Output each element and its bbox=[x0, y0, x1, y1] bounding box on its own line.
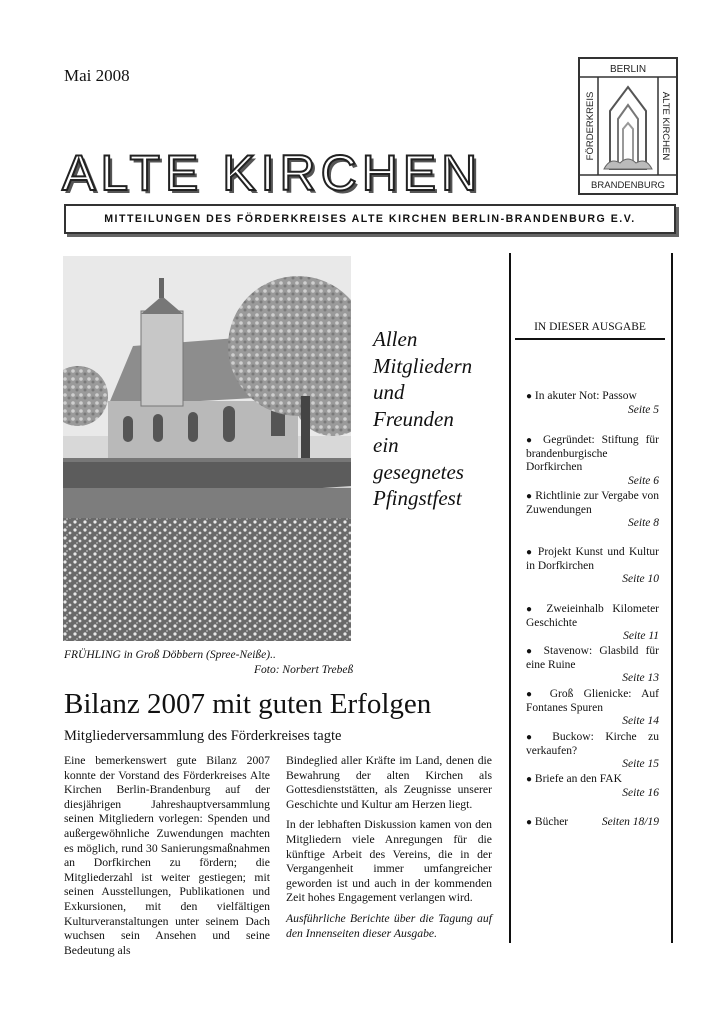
toc-item-text: Richtlinie zur Vergabe von Zuwendungen bbox=[526, 490, 660, 516]
sidebar-border-left bbox=[509, 253, 511, 943]
bullet-icon: ● bbox=[526, 774, 533, 785]
toc-item-text: Bücher bbox=[534, 816, 569, 828]
bullet-icon: ● bbox=[526, 646, 537, 657]
toc-item[interactable] bbox=[526, 490, 659, 531]
sidebar-header: IN DIESER AUSGABE bbox=[515, 318, 665, 340]
toc-item[interactable] bbox=[526, 603, 659, 644]
toc-item-page: Seite 8 bbox=[628, 517, 659, 529]
association-logo bbox=[578, 57, 678, 195]
toc-item[interactable] bbox=[526, 434, 659, 488]
masthead-subtitle: MITTEILUNGEN DES FÖRDERKREISES ALTE KIRCHEN BERLIN-BRANDENBURG E.V. bbox=[64, 204, 676, 234]
logo-text-right: ALTE KIRCHEN bbox=[660, 91, 671, 161]
church-photo bbox=[63, 256, 351, 641]
greeting-line: Mitgliedern bbox=[373, 353, 473, 378]
photo-credit: Foto: Norbert Trebeß bbox=[254, 664, 354, 676]
toc-item[interactable] bbox=[526, 773, 659, 800]
greeting-line: ein bbox=[373, 433, 399, 457]
toc-item-page: Seite 11 bbox=[623, 630, 659, 642]
bullet-icon: ● bbox=[526, 604, 538, 615]
toc-item-page: Seite 15 bbox=[622, 758, 659, 770]
toc-item-page: Seiten 18/19 bbox=[601, 816, 659, 828]
logo-text-top: BERLIN bbox=[609, 64, 647, 75]
toc-item-text: Stavenow: Glasbild für eine Ruine bbox=[526, 645, 659, 671]
photo-caption bbox=[64, 648, 353, 678]
sidebar-border-right bbox=[671, 253, 673, 943]
article-paragraph: Eine bemerkenswert gute Bilanz 2007 konnte der Vorstand des Förderkreises Alte Kirchen Berlin-Brandenburg auf der diesjährigen Jahreshauptversammlung seinen Mitgliedern vorlegen: Spenden und außergewöhnliche Zuwendungen machten es möglich, rund 30 Sanierungsmaßnahmen an Dorfkirchen zu fördern; die Mitgliederzahl ist weiter gestiegen; mit seinen Ausstellungen, Publikationen und Exkursionen, mit den vielfältigen Kulturveranstaltungen unter seinem Dach wuchsen sein Ansehen und seine Bedeutung als bbox=[64, 754, 270, 957]
greeting-line: gesegnetes bbox=[373, 459, 464, 484]
bullet-icon: ● bbox=[526, 547, 534, 558]
toc-item-text: Briefe an den FAK bbox=[534, 773, 622, 785]
church-logo-icon bbox=[580, 59, 676, 193]
toc-item[interactable] bbox=[526, 816, 659, 830]
toc-item-page: Seite 14 bbox=[622, 715, 659, 727]
article-paragraph: In der lebhaften Diskussion kamen von den Mitgliedern viele Anregungen für die künftige Arbeit des Vereins, die in der Vergangenheit immer umfangreicher geworden ist und auch in der kommenden Zeit hohes Engagement verlangen wird. bbox=[286, 818, 492, 905]
toc-item[interactable] bbox=[526, 390, 659, 417]
article-headline: Bilanz 2007 mit guten Erfolgen bbox=[64, 688, 432, 720]
bullet-icon: ● bbox=[526, 435, 537, 446]
bullet-icon: ● bbox=[526, 732, 541, 743]
greeting-line: Allen bbox=[373, 327, 418, 351]
toc-item-page: Seite 6 bbox=[628, 474, 659, 487]
toc-item-page: Seite 13 bbox=[622, 672, 659, 684]
toc-item-text: Projekt Kunst und Kultur in Dorfkirchen bbox=[526, 546, 659, 572]
masthead-title: ALTE KIRCHEN bbox=[62, 145, 483, 201]
toc-item-page: Seite 5 bbox=[628, 403, 659, 416]
logo-text-bottom: BRANDENBURG bbox=[591, 180, 665, 191]
toc-item-text: Groß Glienicke: Auf Fontanes Spuren bbox=[526, 688, 660, 714]
greeting-line: Pfingstfest bbox=[373, 486, 462, 510]
bullet-icon: ● bbox=[526, 689, 540, 700]
toc-item[interactable] bbox=[526, 645, 659, 686]
toc-item-text: In akuter Not: Passow bbox=[534, 390, 637, 402]
toc-item-text: Zweieinhalb Kilometer Geschichte bbox=[526, 603, 660, 629]
article-subheading: Mitgliederversammlung des Förderkreises tagte bbox=[64, 728, 342, 744]
toc-item-text: Buckow: Kirche zu verkaufen? bbox=[526, 731, 660, 757]
pentecost-greeting bbox=[373, 326, 503, 512]
article-note: Ausführliche Berichte über die Tagung auf den Innenseiten dieser Ausgabe. bbox=[286, 911, 492, 940]
toc-item[interactable] bbox=[526, 546, 659, 587]
toc-item-page: Seite 16 bbox=[622, 786, 659, 799]
bullet-icon: ● bbox=[526, 491, 533, 502]
logo-text-left: FÖRDERKREIS bbox=[585, 91, 596, 161]
issue-date: Mai 2008 bbox=[64, 66, 130, 85]
toc-item[interactable] bbox=[526, 688, 659, 729]
article-paragraph: Bindeglied aller Kräfte im Land, denen die Bewahrung der alten Kirchen als Gottesdienststätten, als Zeugnisse unserer Geschichte und Kultur am Herzen liegt. bbox=[286, 754, 492, 811]
article-column-1 bbox=[64, 754, 270, 964]
article-column-2 bbox=[286, 754, 492, 947]
toc-item-page: Seite 10 bbox=[622, 573, 659, 585]
bullet-icon: ● bbox=[526, 817, 533, 828]
toc-item[interactable] bbox=[526, 731, 659, 772]
bullet-icon: ● bbox=[526, 391, 533, 402]
greeting-line: Freunden bbox=[373, 406, 454, 431]
greeting-line: und bbox=[373, 380, 405, 404]
photo-caption-text: FRÜHLING in Groß Döbbern (Spree-Neiße).. bbox=[64, 649, 276, 661]
toc-item-text: Gegründet: Stiftung für brandenburgische Dorfkirchen bbox=[526, 434, 659, 473]
